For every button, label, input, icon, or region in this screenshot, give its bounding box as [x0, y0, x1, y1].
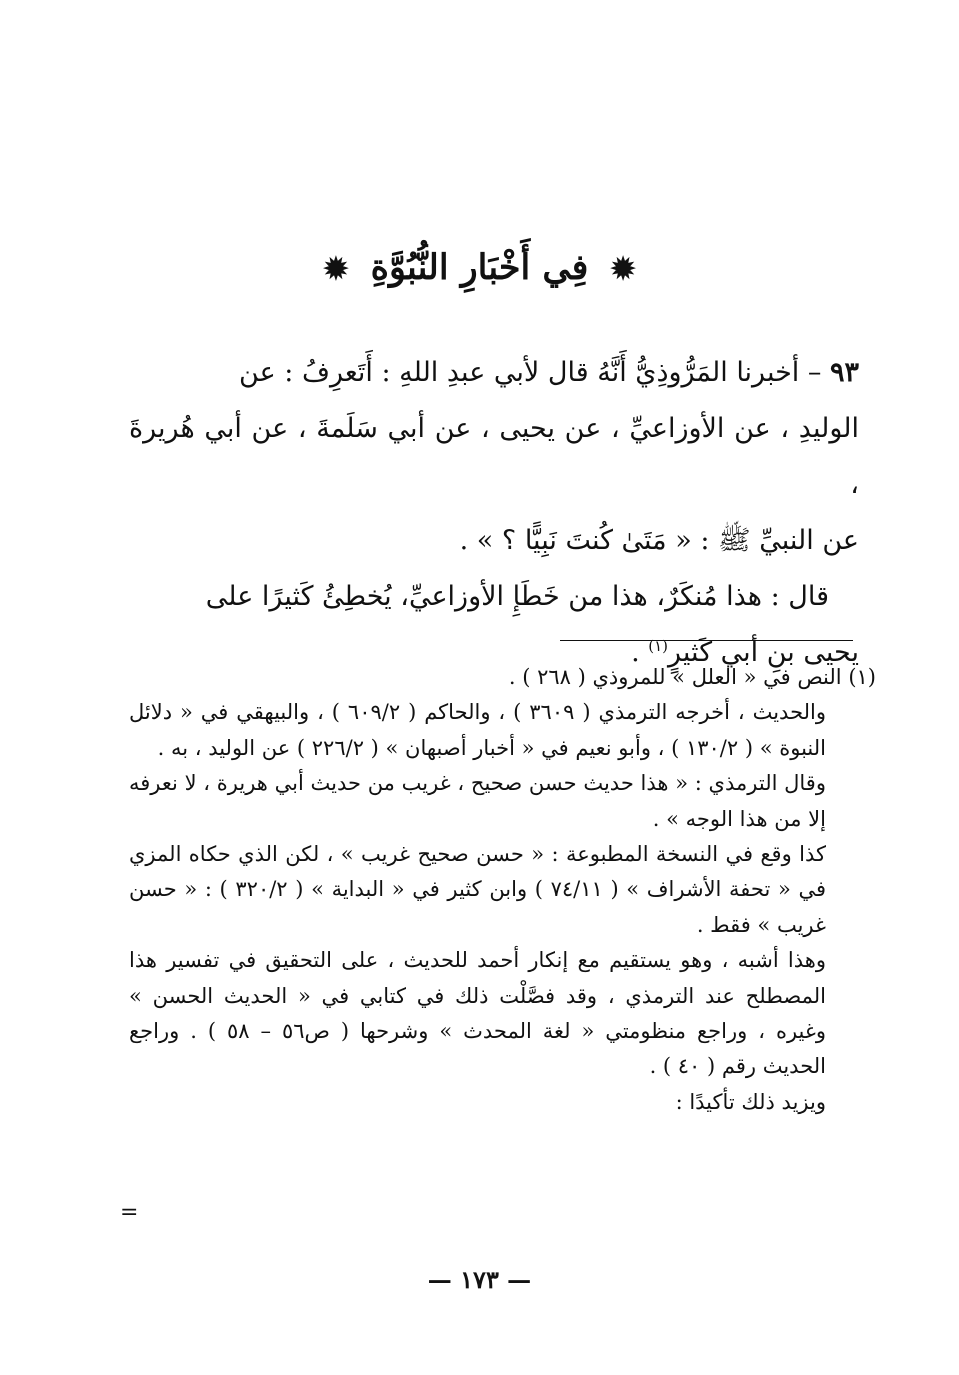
footnote-reference[interactable]: (١): [648, 637, 669, 655]
footnote-paragraph-3: وقال الترمذي : « هذا حديث حسن صحيح ، غريب من حديث أبي هريرة ، لا نعرفه إلا من هذا الوجه » .: [129, 771, 826, 831]
hadith-body: [129, 345, 859, 681]
page-number: — ١٧٣ —: [427, 1265, 532, 1294]
chapter-title: [0, 238, 959, 300]
hadith-line-5-end: .: [631, 637, 649, 668]
footnote-paragraph-4: كذا وقع في النسخة المطبوعة : « حسن صحيح غريب » ، لكن الذي حكاه المزي في « تحفة الأشراف » ( ٧٤/١١ ) وابن كثير في « البداية » ( ٣٢٠/٢ ) : « حسن غريب » فقط .: [129, 842, 826, 937]
hadith-line-3: عن النبيِّ ﷺ : « مَتَىٰ كُنتَ نَبِيًّا ؟ » .: [459, 525, 859, 556]
continuation-mark: =: [120, 1200, 139, 1225]
hadith-line-5: يحيى بنِ أبي كَثيرٍ: [668, 637, 859, 668]
hadith-line: [129, 345, 859, 401]
chapter-title-text: فِي أَخْبَارِ النُّبُوَّةِ: [370, 247, 589, 288]
hadith-line-4: قال : هذا مُنكَرٌ، هذا من خَطَإِ الأوزاعيِّ، يُخطِئُ كَثيرًا على: [205, 581, 829, 612]
footnote-1: [129, 660, 876, 695]
hadith-number: ٩٣: [829, 357, 859, 388]
footnote-paragraph-6: ويزيد ذلك تأكيدًا :: [675, 1089, 826, 1114]
footnotes: [129, 660, 876, 1120]
footnote-paragraph-5: وهذا أشبه ، وهو يستقيم مع إنكار أحمد للحديث ، على التحقيق في تفسير هذا المصطلح عند الترمذي ، وقد فصَّلْت ذلك في كتابي في « الحديث الحسن » وغيره ، وراجع منظومتي « لغة المحدث » وشرحها ( ص٥٦ – ٥٨ ) . وراجع الحديث رقم ( ٤٠ ) .: [129, 948, 826, 1079]
hadith-line-1: – أخبرنا المَرُّوذِيُّ أَنَّهُ قال لأبي عبدِ اللهِ : أَتَعرِفُ : عن: [239, 357, 822, 388]
footnote-1-text: النص في « العلل » للمروذي ( ٢٦٨ ) .: [508, 665, 842, 689]
footnote-1-label: (١): [848, 665, 876, 689]
hadith-line-2: الوليدِ ، عن الأوزاعيِّ ، عن يحيى ، عن أبي سَلَمةَ ، عن أبي هُريرةَ ،: [129, 413, 859, 500]
star-ornament-icon: ✹: [610, 252, 636, 287]
star-ornament-icon: ✹: [323, 252, 349, 287]
footnote-divider: [560, 640, 853, 641]
footnote-paragraph-2: والحديث ، أخرجه الترمذي ( ٣٦٠٩ ) ، والحاكم ( ٦٠٩/٢ ) ، والبيهقي في « دلائل النبوة » ( ١٣٠/٢ ) ، وأبو نعيم في « أخبار أصبهان » ( ٢٢٦/٢ ) عن الوليد ، به .: [129, 700, 826, 760]
